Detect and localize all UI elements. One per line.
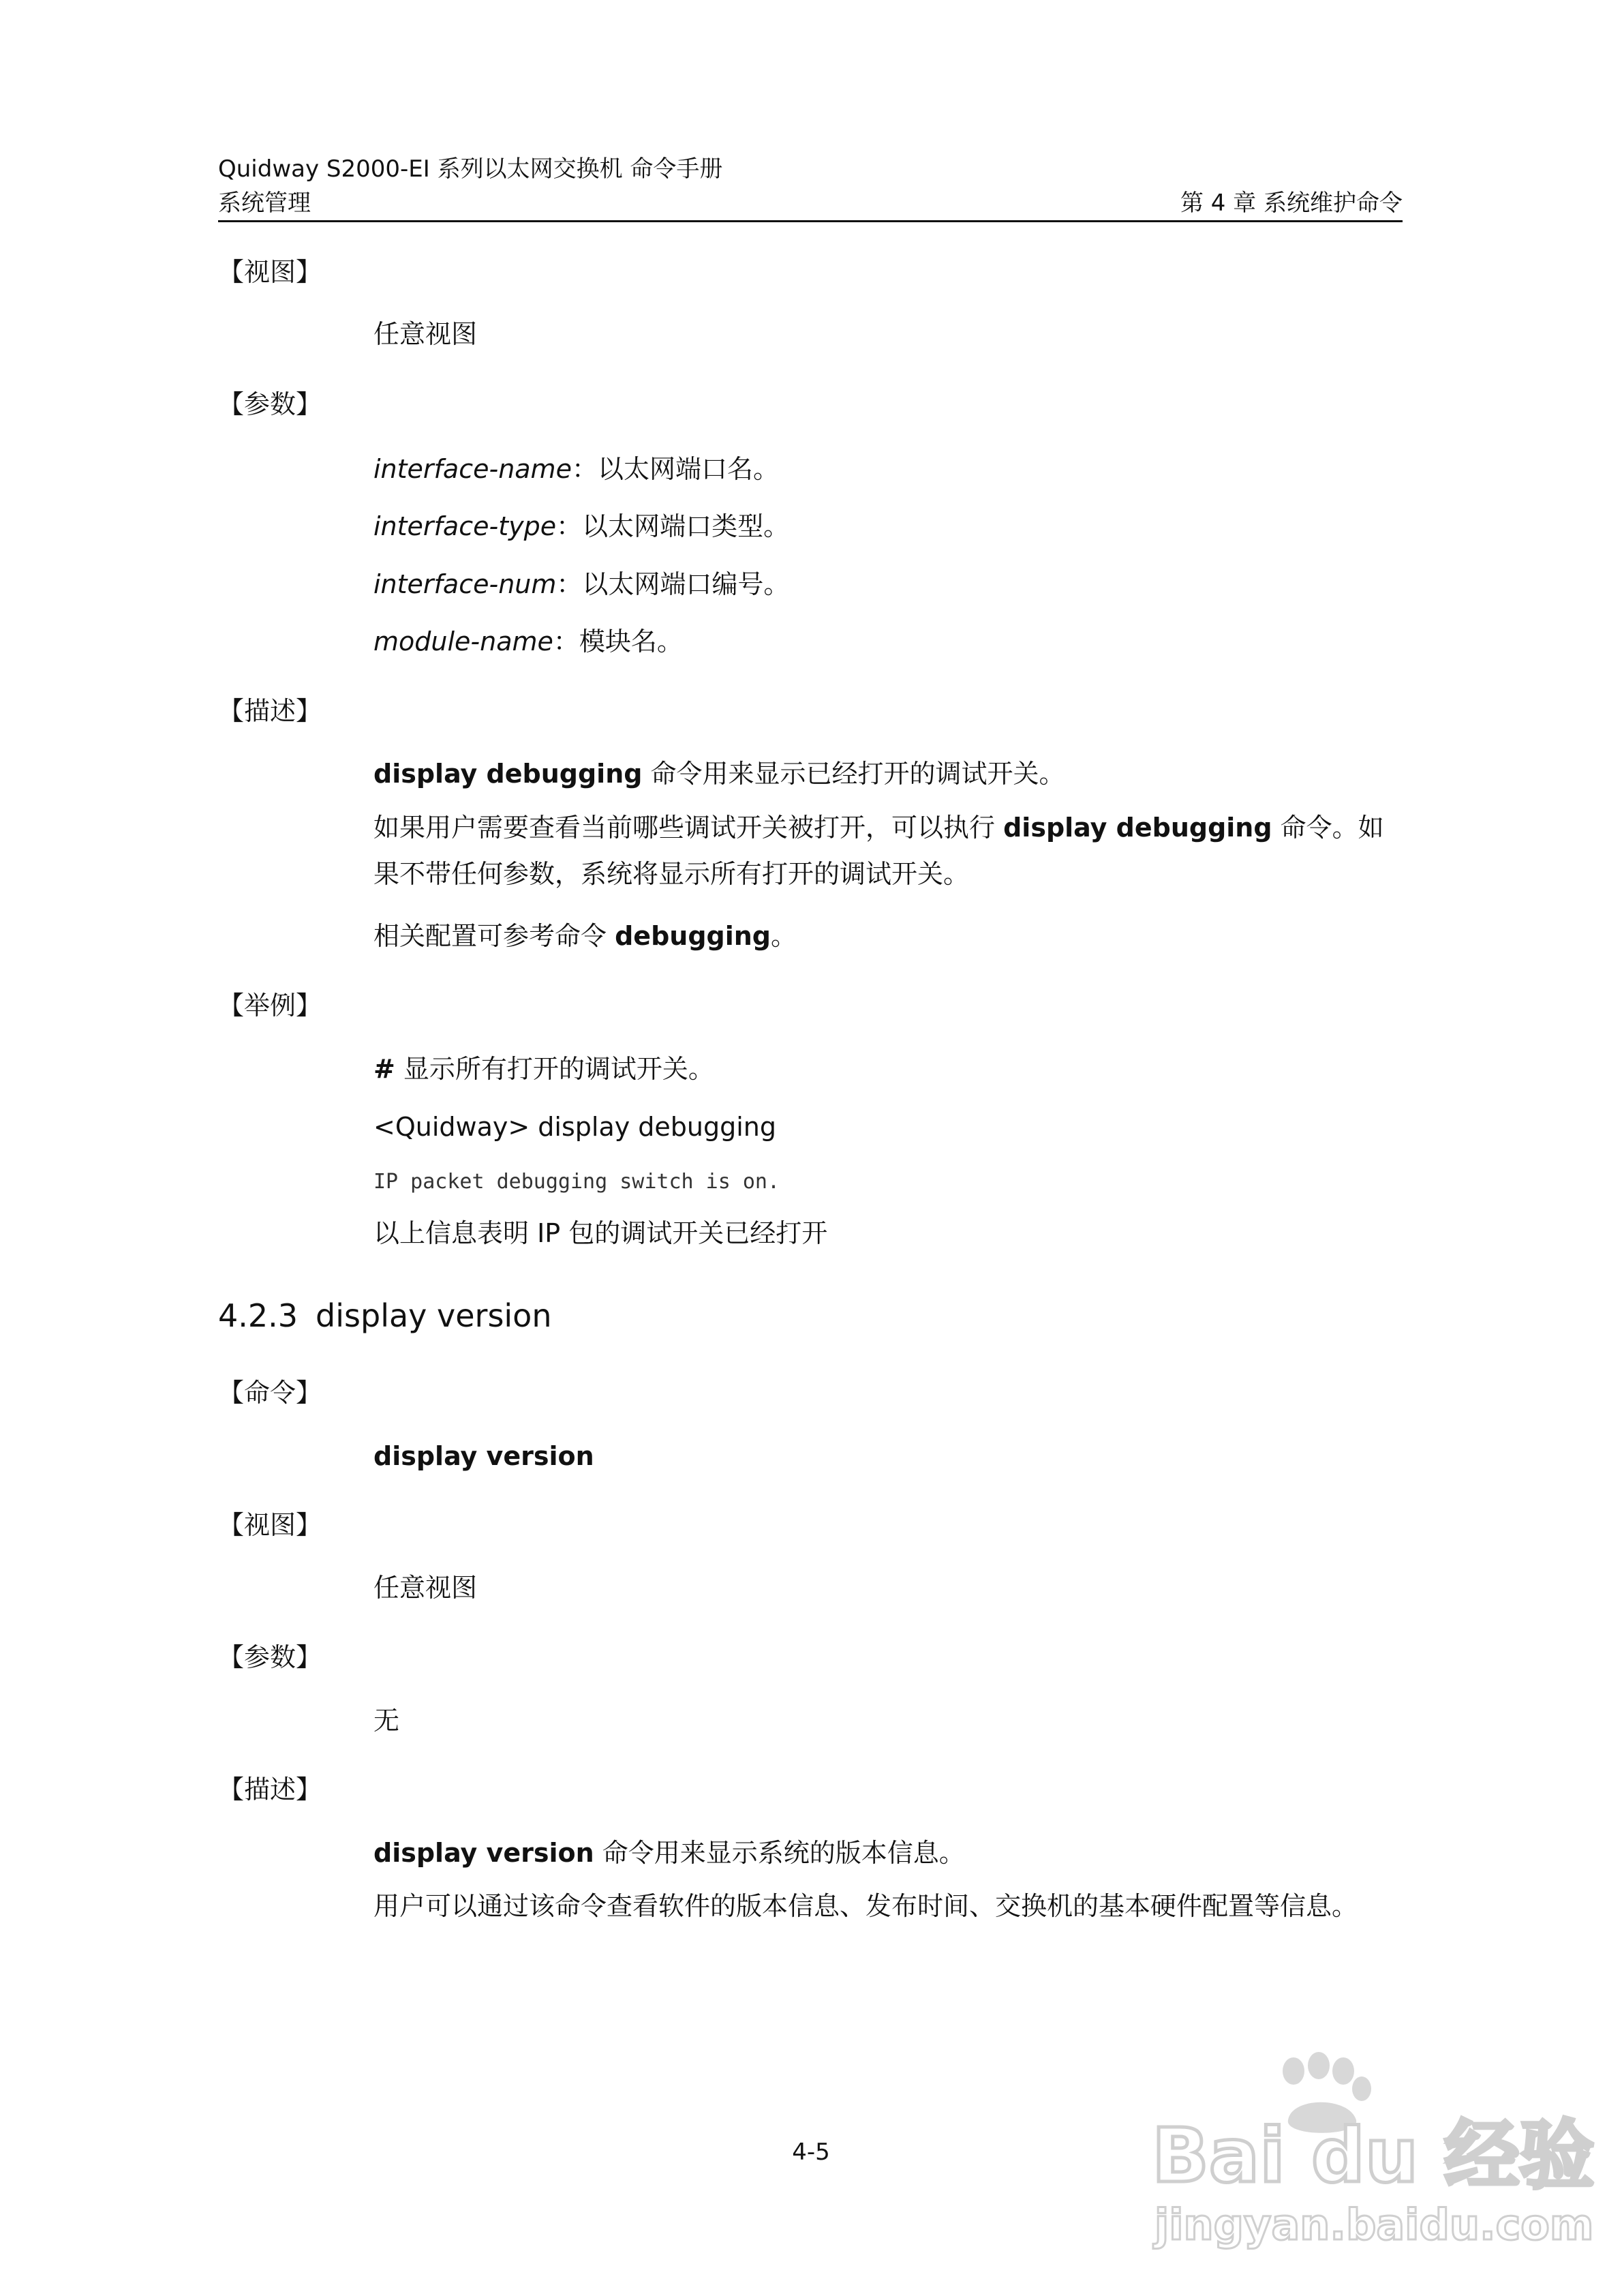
command-name: display debugging xyxy=(1003,813,1272,843)
param-name: module-name xyxy=(373,626,553,656)
section-heading xyxy=(218,1295,551,1336)
view-heading: 【视图】 xyxy=(218,1510,322,1540)
desc-heading: 【描述】 xyxy=(218,696,322,726)
section-number: 4.2.3 xyxy=(218,1297,299,1334)
param-desc: ：以太网端口类型。 xyxy=(556,511,790,541)
desc-text: 如果用户需要查看当前哪些调试开关被打开，可以执行 xyxy=(373,813,1004,843)
comment-text: 显示所有打开的调试开关。 xyxy=(395,1054,714,1084)
desc-paragraph: 用户可以通过该命令查看软件的版本信息、发布时间、交换机的基本硬件配置等信息。 xyxy=(373,1891,1358,1921)
param-item xyxy=(373,567,789,601)
page-number: 4-5 xyxy=(792,2139,830,2166)
command-heading: 【命令】 xyxy=(218,1378,322,1408)
param-item xyxy=(373,452,779,486)
desc-line xyxy=(373,757,1065,791)
command-name: display version xyxy=(373,1838,594,1868)
desc-line xyxy=(373,919,797,953)
hash-mark: # xyxy=(373,1054,395,1084)
param-desc: ：以太网端口编号。 xyxy=(556,569,790,599)
param-item xyxy=(373,624,683,659)
desc-text: 相关配置可参考命令 xyxy=(373,921,615,951)
param-name: interface-name xyxy=(373,454,572,484)
param-name: interface-num xyxy=(373,569,557,599)
desc-text: 命令用来显示系统的版本信息。 xyxy=(594,1838,965,1868)
view-text: 任意视图 xyxy=(373,319,478,349)
desc-text: 。 xyxy=(771,921,797,951)
example-note: 以上信息表明 IP 包的调试开关已经打开 xyxy=(373,1218,828,1248)
desc-paragraph xyxy=(373,804,1409,897)
param-item xyxy=(373,509,789,543)
desc-text: 命令用来显示已经打开的调试开关。 xyxy=(642,759,1065,789)
param-desc: ：以太网端口名。 xyxy=(571,454,779,484)
example-comment xyxy=(373,1052,714,1086)
section-title: display version xyxy=(316,1297,552,1334)
example-command: <Quidway> display debugging xyxy=(373,1112,777,1142)
param-desc: ：模块名。 xyxy=(553,626,683,656)
watermark-logo: Bai du 经验 xyxy=(1152,2112,1595,2199)
header-chapter: 第 4 章 系统维护命令 xyxy=(1180,190,1403,217)
params-heading: 【参数】 xyxy=(218,1642,322,1672)
watermark-url: jingyan.baidu.com xyxy=(1154,2200,1594,2250)
params-text: 无 xyxy=(373,1706,400,1736)
param-name: interface-type xyxy=(373,511,557,541)
params-heading: 【参数】 xyxy=(218,389,322,419)
header-title: Quidway S2000-EI 系列以太网交换机 命令手册 xyxy=(218,155,723,183)
desc-line xyxy=(373,1836,965,1870)
header-section: 系统管理 xyxy=(218,190,311,217)
header-rule xyxy=(218,220,1403,222)
command-name: display debugging xyxy=(373,759,643,789)
desc-text: 命令。如果不带任何参数，系统将显示所有打开的调试开关。 xyxy=(373,813,1384,889)
baidu-jingyan-watermark xyxy=(1152,2059,1595,2263)
example-output: IP packet debugging switch is on. xyxy=(373,1170,780,1194)
view-text: 任意视图 xyxy=(373,1573,478,1603)
view-heading: 【视图】 xyxy=(218,257,322,287)
command-name: debugging xyxy=(615,921,771,951)
command-syntax: display version xyxy=(373,1441,594,1471)
example-heading: 【举例】 xyxy=(218,991,322,1021)
desc-heading: 【描述】 xyxy=(218,1774,322,1804)
